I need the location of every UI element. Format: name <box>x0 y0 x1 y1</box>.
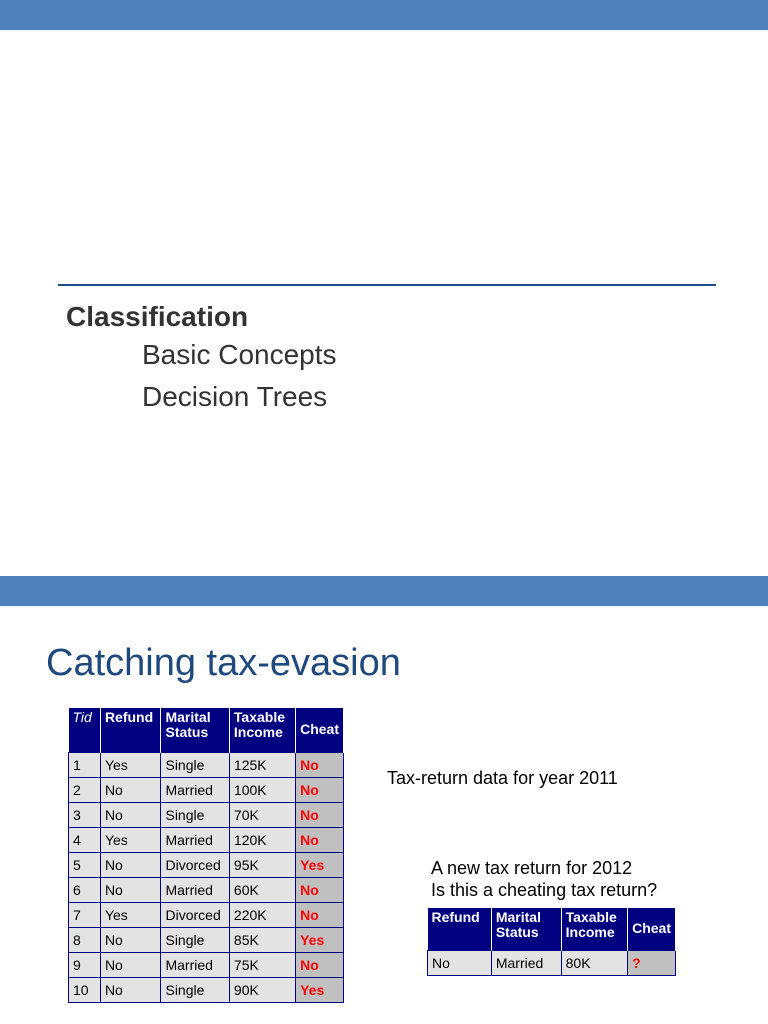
cell-marital-status: Married <box>161 952 229 977</box>
cell-refund: No <box>428 950 492 975</box>
cell-refund: No <box>100 852 161 877</box>
header-tid: Tid <box>69 708 101 752</box>
header-taxable-income: Taxable Income <box>561 908 627 950</box>
table-row <box>69 927 344 952</box>
cell-taxable-income: 85K <box>229 927 295 952</box>
header-cheat: Cheat <box>628 908 676 950</box>
cell-cheat: No <box>296 777 344 802</box>
cell-refund: Yes <box>100 752 161 777</box>
cell-tid: 10 <box>69 977 101 1002</box>
note-2012-line1: A new tax return for 2012 <box>431 858 633 878</box>
header-marital-status: Marital Status <box>161 708 229 752</box>
cell-cheat: No <box>296 877 344 902</box>
cell-taxable-income: 90K <box>229 977 295 1002</box>
table-row <box>69 852 344 877</box>
cell-taxable-income: 95K <box>229 852 295 877</box>
cell-taxable-income: 100K <box>229 777 295 802</box>
cell-cheat: No <box>296 827 344 852</box>
cell-refund: No <box>100 952 161 977</box>
outline <box>66 300 337 418</box>
cell-taxable-income: 80K <box>561 950 627 975</box>
slide-title: Catching tax-evasion <box>46 642 401 684</box>
table-row <box>428 950 676 975</box>
slide-top-bar <box>0 576 768 606</box>
cell-marital-status: Divorced <box>161 852 229 877</box>
cell-taxable-income: 70K <box>229 802 295 827</box>
section-heading: Classification <box>66 301 249 332</box>
cell-cheat: Yes <box>296 852 344 877</box>
cell-refund: No <box>100 777 161 802</box>
cell-cheat: No <box>296 902 344 927</box>
table-row <box>69 977 344 1002</box>
training-table <box>68 708 344 1003</box>
cell-refund: Yes <box>100 827 161 852</box>
table-row <box>69 952 344 977</box>
table-row <box>69 752 344 777</box>
cell-taxable-income: 220K <box>229 902 295 927</box>
cell-tid: 4 <box>69 827 101 852</box>
note-2011: Tax-return data for year 2011 <box>387 768 618 788</box>
cell-cheat: ? <box>628 950 676 975</box>
table-row <box>69 777 344 802</box>
table-row <box>69 877 344 902</box>
cell-refund: No <box>100 977 161 1002</box>
cell-tid: 9 <box>69 952 101 977</box>
cell-refund: No <box>100 877 161 902</box>
cell-cheat: Yes <box>296 927 344 952</box>
cell-marital-status: Divorced <box>161 902 229 927</box>
cell-marital-status: Married <box>161 777 229 802</box>
cell-refund: No <box>100 802 161 827</box>
slide-top-bar <box>0 0 768 30</box>
cell-taxable-income: 60K <box>229 877 295 902</box>
cell-marital-status: Single <box>161 977 229 1002</box>
cell-marital-status: Married <box>161 827 229 852</box>
cell-tid: 8 <box>69 927 101 952</box>
subitem-decision-trees: Decision Trees <box>142 381 328 412</box>
cell-refund: Yes <box>100 902 161 927</box>
header-taxable-income: Taxable Income <box>229 708 295 752</box>
title-rule <box>58 284 716 286</box>
cell-refund: No <box>100 927 161 952</box>
header-refund: Refund <box>428 908 492 950</box>
table-row <box>69 827 344 852</box>
cell-tid: 5 <box>69 852 101 877</box>
cell-tid: 1 <box>69 752 101 777</box>
cell-taxable-income: 75K <box>229 952 295 977</box>
cell-marital-status: Single <box>161 927 229 952</box>
cell-tid: 7 <box>69 902 101 927</box>
cell-taxable-income: 125K <box>229 752 295 777</box>
table-row <box>69 902 344 927</box>
header-cheat: Cheat <box>296 708 344 752</box>
cell-cheat: No <box>296 952 344 977</box>
header-refund: Refund <box>100 708 161 752</box>
table-row <box>69 802 344 827</box>
cell-taxable-income: 120K <box>229 827 295 852</box>
cell-marital-status: Single <box>161 752 229 777</box>
cell-cheat: Yes <box>296 977 344 1002</box>
cell-marital-status: Married <box>491 950 561 975</box>
cell-cheat: No <box>296 752 344 777</box>
cell-tid: 6 <box>69 877 101 902</box>
test-table <box>427 908 676 976</box>
note-2012-line2: Is this a cheating tax return? <box>431 880 658 900</box>
cell-tid: 2 <box>69 777 101 802</box>
cell-tid: 3 <box>69 802 101 827</box>
table-header-row <box>428 908 676 950</box>
training-table-body <box>69 752 344 1002</box>
cell-marital-status: Married <box>161 877 229 902</box>
table-header-row <box>69 708 344 752</box>
cell-cheat: No <box>296 802 344 827</box>
cell-marital-status: Single <box>161 802 229 827</box>
subitem-basic-concepts: Basic Concepts <box>142 339 337 370</box>
header-marital-status: Marital Status <box>491 908 561 950</box>
